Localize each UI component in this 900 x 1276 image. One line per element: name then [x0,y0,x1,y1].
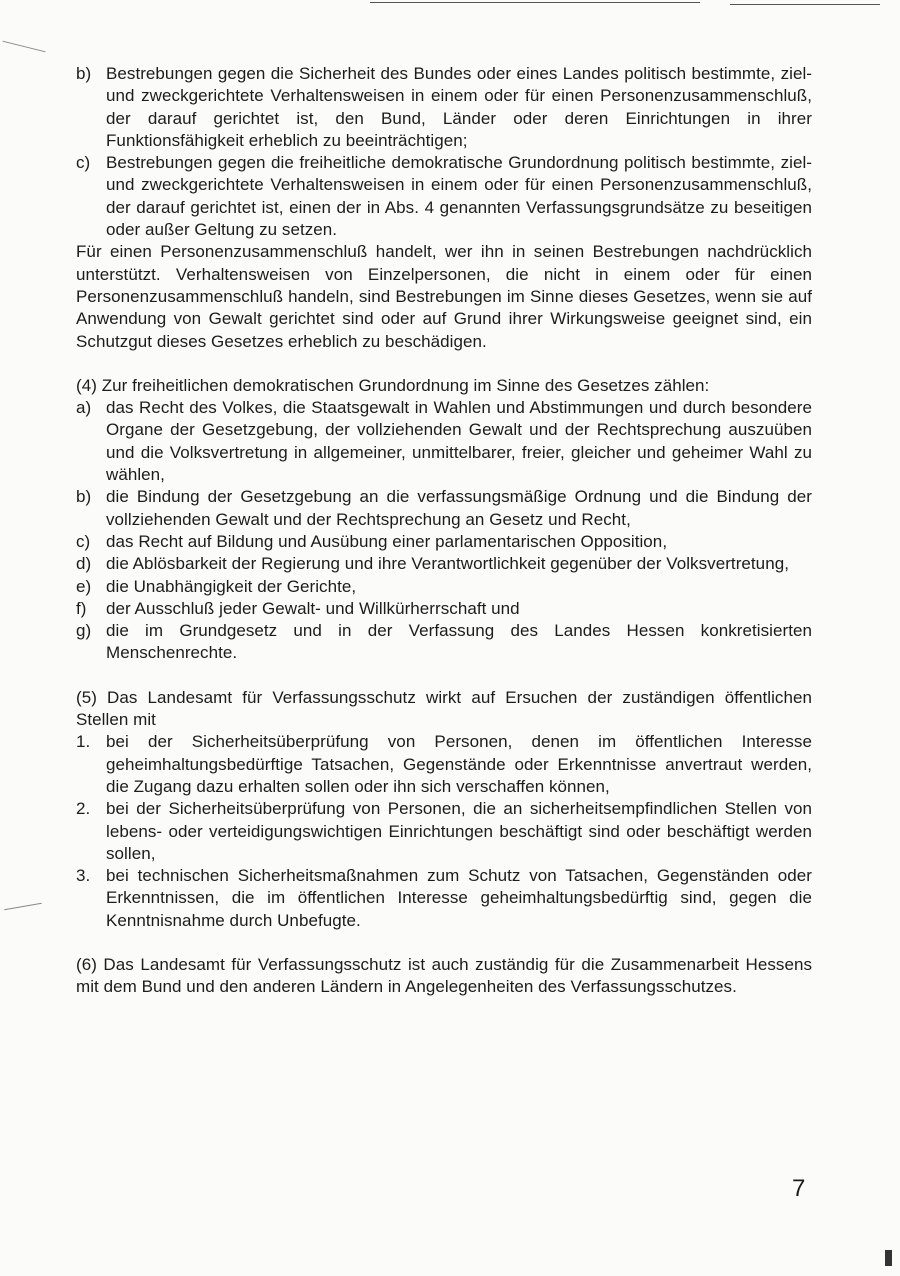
item-text: bei technischen Sicherheitsmaßnahmen zum Schutz von Tatsachen, Gegenständen oder Erkenntnissen, die im öffentlichen Interesse geheimhaltungsbedürftig sind, gegen die Kenntnisnahme durch Unbefugte. [106,866,812,930]
scan-edge-line [730,4,880,5]
item-marker: 3. [76,866,91,886]
scan-corner-mark [885,1250,892,1266]
item-text: das Recht auf Bildung und Ausübung einer parlamentarischen Opposition, [106,531,668,551]
item-marker: 2. [76,799,91,819]
list-item [76,798,812,865]
list-item [76,531,812,553]
section-heading: (5) Das Landesamt für Verfassungsschutz wirkt auf Ersuchen der zuständigen öffentlichen Stellen mit [76,687,812,730]
scan-margin-mark [3,41,46,53]
list-item [76,553,812,575]
paragraph: Für einen Personenzusammenschluß handelt, wer ihn in seinen Bestrebungen nachdrücklich unterstützt. Verhaltensweisen von Einzelpersonen, die nicht in einem oder für einen Personenzusammenschluß handeln, sind Bestrebungen im Sinne dieses Gesetzes, wenn sie auf Anwendung von Gewalt gerichtet sind oder auf Grund ihrer Wirkungsweise geeignet sind, ein Schutzgut dieses Gesetzes erheblich zu beschädigen. [76,242,812,351]
item-text: die Unabhängigkeit der Gerichte, [106,576,357,596]
section-heading: (4) Zur freiheitlichen demokratischen Grundordnung im Sinne des Gesetzes zählen: [76,375,710,395]
list-item [76,731,812,798]
page-number: 7 [792,1175,806,1202]
document-body [76,63,812,999]
list-item [76,397,812,486]
item-marker: b) [76,64,92,83]
item-text: die im Grundgesetz und in der Verfassung des Landes Hessen konkretisierten Menschenrechte. [106,621,812,663]
item-marker: 1. [76,732,91,752]
item-text: Bestrebungen gegen die freiheitliche demokratische Grundordnung politisch bestimmte, ziel- und zweckgerichtete Verhaltensweisen in einem oder für einen Personenzusammenschluß, der darauf gerichtet ist, einen der in Abs. 4 genannten Verfassungsgrundsätze zu beseitigen oder außer Geltung zu setzen. [106,153,812,240]
list-item [76,620,812,665]
list-item [76,152,812,241]
item-text: bei der Sicherheitsüberprüfung von Personen, denen im öffentlichen Interesse geheimhaltungsbedürftige Tatsachen, Gegenstände oder Erkenntnisse anvertraut werden, die Zugang dazu erhalten sollen oder ihn sich verschaffen können, [106,732,812,796]
list-item [76,63,812,152]
scan-edge-line [370,2,700,3]
item-text: die Ablösbarkeit der Regierung und ihre Verantwortlichkeit gegenüber der Volksvertretung, [106,554,789,574]
item-text: der Ausschluß jeder Gewalt- und Willkürherrschaft und [106,598,520,618]
item-text: Bestrebungen gegen die Sicherheit des Bundes oder eines Landes politisch bestimmte, ziel- und zweckgerichtete Verhaltensweisen in einem oder für einen Personenzusammenschluß, der darauf gerichtet ist, den Bund, Länder oder deren Einrichtungen in ihrer Funktionsfähigkeit erheblich zu beeinträchtigen; [106,64,812,150]
item-marker: g) [76,621,92,641]
list-item [76,576,812,598]
item-marker: c) [76,531,91,551]
list-item [76,598,812,620]
item-text: die Bindung der Gesetzgebung an die verfassungsmäßige Ordnung und die Bindung der vollziehenden Gewalt und der Rechtsprechung an Gesetz und Recht, [106,487,812,529]
item-marker: f) [76,598,87,618]
item-text: das Recht des Volkes, die Staatsgewalt in Wahlen und Abstimmungen und durch besondere Organe der Gesetzgebung, der vollziehenden Gewalt und der Rechtsprechung auszuüben und die Volksvertretung in allgemeiner, unmittelbarer, freier, gleicher und geheimer Wahl zu wählen, [106,398,812,485]
item-marker: e) [76,576,92,596]
item-marker: a) [76,398,92,418]
item-text: bei der Sicherheitsüberprüfung von Personen, die an sicherheitsempfindlichen Stellen von lebens- oder verteidigungswichtigen Einrichtungen beschäftigt sind oder beschäftigt werden sollen, [106,799,812,863]
list-item [76,486,812,531]
item-marker: c) [76,153,91,173]
list-item [76,865,812,932]
scan-margin-mark [4,903,42,911]
item-marker: b) [76,487,92,507]
paragraph: (6) Das Landesamt für Verfassungsschutz ist auch zuständig für die Zusammenarbeit Hessens mit dem Bund und den anderen Ländern in Angelegenheiten des Verfassungsschutzes. [76,954,812,997]
item-marker: d) [76,554,92,574]
